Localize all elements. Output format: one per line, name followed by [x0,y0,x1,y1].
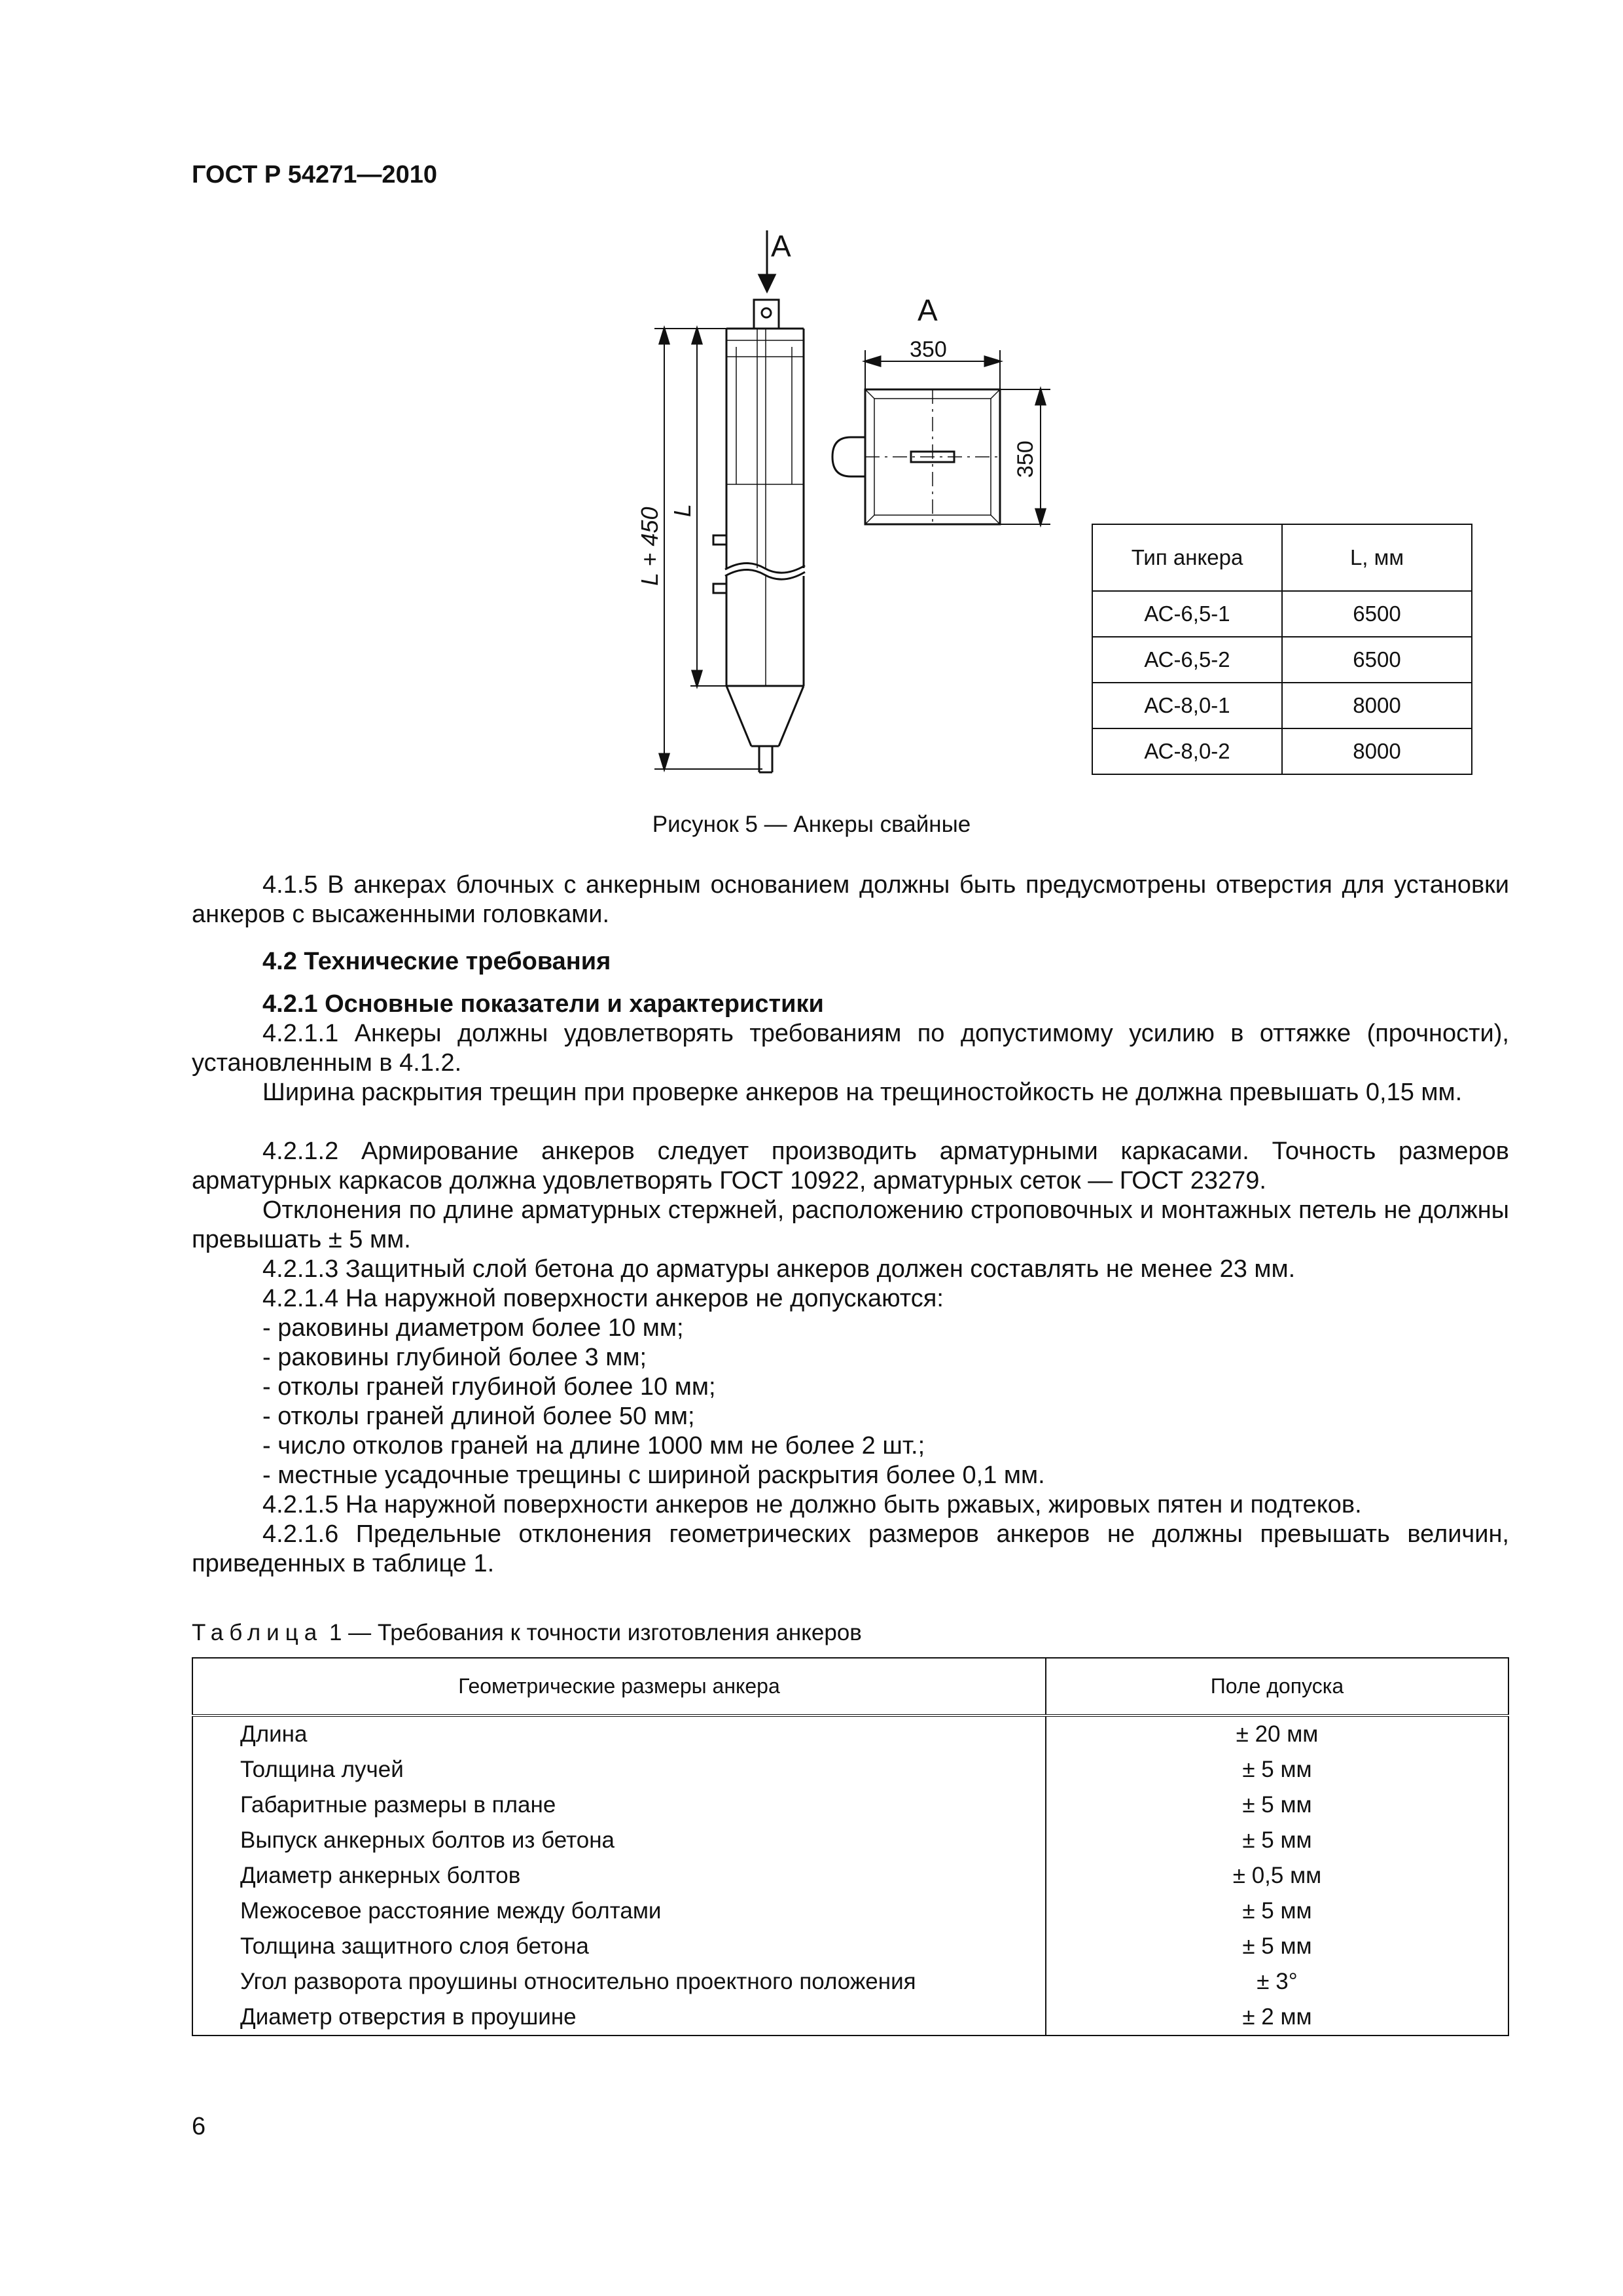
tolerance-cell: ± 5 мм [1046,1929,1508,1964]
paragraph-4-2-1-5: 4.2.1.5 На наружной поверхности анкеров не должно быть ржавых, жировых пятен и подтеков. [262,1491,1362,1518]
length-cell: 8000 [1282,683,1472,728]
list-item: - раковины глубиной более 3 мм; [262,1344,647,1371]
dimension-cell: Толщина лучей [192,1752,1046,1787]
table-label: Таблица [192,1620,323,1645]
table-row [192,2000,1508,2036]
dimension-cell: Габаритные размеры в плане [192,1787,1046,1823]
length-cell: 6500 [1282,591,1472,637]
section-heading-4-2: 4.2 Технические требования [262,948,611,975]
table-row [192,1964,1508,2000]
arrow-label: А [771,229,791,263]
table-row [192,1858,1508,1893]
type-cell: АС-8,0-2 [1092,728,1282,774]
figure-caption: Рисунок 5 — Анкеры свайные [652,812,971,837]
type-table-row [1092,591,1472,637]
table-title-text: 1 — Требования к точности изготовления анкеров [329,1620,862,1645]
type-cell: АС-8,0-1 [1092,683,1282,728]
list-item: - раковины диаметром более 10 мм; [262,1314,684,1342]
view-label: А [918,293,938,327]
table-header: Геометрические размеры анкера [192,1658,1046,1715]
tolerance-cell: ± 5 мм [1046,1893,1508,1929]
paragraph-4-1-5: 4.1.5 В анкерах блочных с анкерным основанием должны быть предусмотрены отверстия для установки анкеров с высаженными головками. [192,871,1509,928]
paragraph-crack-width: Ширина раскрытия трещин при проверке анкеров на трещиностойкость не должна превышать 0,15 мм. [262,1079,1463,1106]
type-table-row [1092,683,1472,728]
list-item: - отколы граней глубиной более 10 мм; [262,1373,716,1401]
tolerance-cell: ± 3° [1046,1964,1508,2000]
table-row [192,1893,1508,1929]
table-row [192,1929,1508,1964]
table-row [192,1823,1508,1858]
table-title [192,1620,862,1646]
paragraph-deviation: Отклонения по длине арматурных стержней, расположению строповочных и монтажных петель не должны превышать ± 5 мм. [192,1196,1509,1253]
table-row [192,1752,1508,1787]
tolerance-cell: ± 5 мм [1046,1752,1508,1787]
anchor-type-table [1092,524,1472,775]
tolerance-cell: ± 0,5 мм [1046,1858,1508,1893]
section-heading-4-2-1: 4.2.1 Основные показатели и характеристики [262,990,824,1018]
type-cell: АС-6,5-1 [1092,591,1282,637]
tolerance-cell: ± 5 мм [1046,1787,1508,1823]
paragraph-4-2-1-4: 4.2.1.4 На наружной поверхности анкеров не допускаются: [262,1285,944,1312]
type-table-header: Тип анкера [1092,524,1282,591]
tolerance-cell: ± 20 мм [1046,1715,1508,1752]
table-row [192,1787,1508,1823]
type-table-header: L, мм [1282,524,1472,591]
length-cell: 8000 [1282,728,1472,774]
dimension-cell: Длина [192,1715,1046,1752]
table-row [192,1715,1508,1752]
dim-width-label: 350 [910,337,947,362]
type-table-row [1092,728,1472,774]
paragraph-4-2-1-1: 4.2.1.1 Анкеры должны удовлетворять требованиям по допустимому усилию в оттяжке (прочности), установленным в 4.1.2. [192,1020,1509,1077]
dimension-cell: Толщина защитного слоя бетона [192,1929,1046,1964]
dimension-cell: Выпуск анкерных болтов из бетона [192,1823,1046,1858]
dimension-cell: Межосевое расстояние между болтами [192,1893,1046,1929]
length-cell: 6500 [1282,637,1472,683]
tolerance-table [192,1657,1509,2036]
dimension-cell: Диаметр анкерных болтов [192,1858,1046,1893]
list-item: - отколы граней длиной более 50 мм; [262,1403,695,1430]
list-item: - местные усадочные трещины с шириной раскрытия более 0,1 мм. [262,1462,1045,1489]
dim-height-label: 350 [1013,440,1038,478]
list-item: - число отколов граней на длине 1000 мм не более 2 шт.; [262,1432,925,1460]
type-table-row [1092,637,1472,683]
table-header: Поле допуска [1046,1658,1508,1715]
paragraph-4-2-1-3: 4.2.1.3 Защитный слой бетона до арматуры анкеров должен составлять не менее 23 мм. [262,1255,1296,1283]
dim-total-label: L + 450 [636,507,663,586]
tolerance-cell: ± 5 мм [1046,1823,1508,1858]
dimension-cell: Угол разворота проушины относительно проектного положения [192,1964,1046,2000]
paragraph-4-2-1-2: 4.2.1.2 Армирование анкеров следует производить арматурными каркасами. Точность размеров арматурных каркасов должна удовлетворять ГОСТ 10922, арматурных сеток — ГОСТ 23279. [192,1138,1509,1194]
document-code: ГОСТ Р 54271—2010 [192,161,437,188]
page-number: 6 [192,2113,206,2140]
paragraph-4-2-1-6: 4.2.1.6 Предельные отклонения геометрических размеров анкеров не должны превышать величин, приведенных в таблице 1. [192,1520,1509,1577]
dimension-cell: Диаметр отверстия в проушине [192,2000,1046,2036]
tolerance-cell: ± 2 мм [1046,2000,1508,2036]
type-cell: АС-6,5-2 [1092,637,1282,683]
dim-length-label: L [669,503,696,517]
